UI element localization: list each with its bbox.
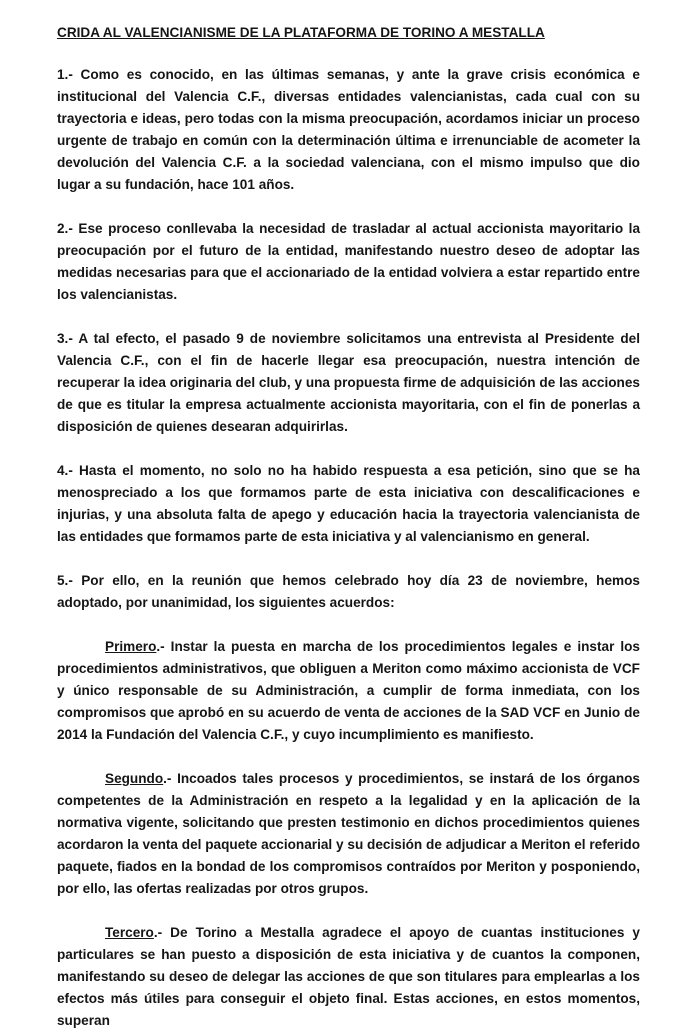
agreement-label: Tercero — [105, 925, 154, 940]
agreement-primero — [57, 636, 640, 746]
paragraph-5: 5.- Por ello, en la reunión que hemos celebrado hoy día 23 de noviembre, hemos adoptado, por unanimidad, los siguientes acuerdos: — [57, 573, 640, 610]
agreement-label: Segundo — [105, 771, 164, 786]
agreement-text: .- Incoados tales procesos y procedimientos, se instará de los órganos competentes de la Administración en respeto a la legalidad y en la aplicación de la normativa vigente, solicitando que presten testimonio en dichos procedimientos quienes acordaron la venta del paquete accionarial y su decisión de adjudicar a Meriton el referido paquete, fiados en la bondad de los compromisos contraídos por Meriton y posponiendo, por ello, las ofertas realizadas por otros grupos. — [57, 771, 640, 896]
agreement-text: .- Instar la puesta en marcha de los procedimientos legales e instar los procedimientos administrativos, que obliguen a Meriton como máximo accionista de VCF y único responsable de su Administración, a cumplir de forma inmediata, con los compromisos que aprobó en su acuerdo de venta de acciones de la SAD VCF en Junio de 2014 la Fundación del Valencia C.F., y cuyo incumplimiento es manifiesto. — [57, 639, 640, 742]
paragraph-3: 3.- A tal efecto, el pasado 9 de noviembre solicitamos una entrevista al Presidente del Valencia C.F., con el fin de hacerle llegar esa preocupación, nuestra intención de recuperar la idea originaria del club, y una propuesta firme de adquisición de las acciones de que es titular la empresa actualmente accionista mayoritaria, con el fin de ponerlas a disposición de quienes desearan adquirirlas. — [57, 331, 640, 434]
paragraph-2: 2.- Ese proceso conllevaba la necesidad de trasladar al actual accionista mayoritario la preocupación por el futuro de la entidad, manifestando nuestro deseo de adoptar las medidas necesarias para que el accionariado de la entidad volviera a estar repartido entre los valencianistas. — [57, 221, 640, 302]
agreement-text: .- De Torino a Mestalla agradece el apoyo de cuantas instituciones y particulares se han puesto a disposición de esta iniciativa y de cuantos la componen, manifestando su deseo de delegar las acciones de que son titulares para emplearlas a los efectos más útiles para conseguir el objeto final. Estas acciones, en estos momentos, superan — [57, 925, 640, 1028]
paragraph-1: 1.- Como es conocido, en las últimas semanas, y ante la grave crisis económica e institucional del Valencia C.F., diversas entidades valencianistas, cada cual con su trayectoria e ideas, pero todas con la misma preocupación, acordamos iniciar un proceso urgente de trabajo en común con la determinación última e irrenunciable de acometer la devolución del Valencia C.F. a la sociedad valenciana, con el mismo impulso que dio lugar a su fundación, hace 101 años. — [57, 67, 640, 192]
agreement-segundo — [57, 768, 640, 900]
paragraph-4: 4.- Hasta el momento, no solo no ha habido respuesta a esa petición, sino que se ha menospreciado a los que formamos parte de esta iniciativa con descalificaciones e injurias, y una absoluta falta de apego y educación hacia la trayectoria valencianista de las entidades que formamos parte de esta iniciativa y al valencianismo en general. — [57, 463, 640, 544]
document-title: CRIDA AL VALENCIANISME DE LA PLATAFORMA DE TORINO A MESTALLA — [57, 25, 545, 40]
agreement-label: Primero — [105, 639, 157, 654]
agreement-tercero — [57, 922, 640, 1032]
